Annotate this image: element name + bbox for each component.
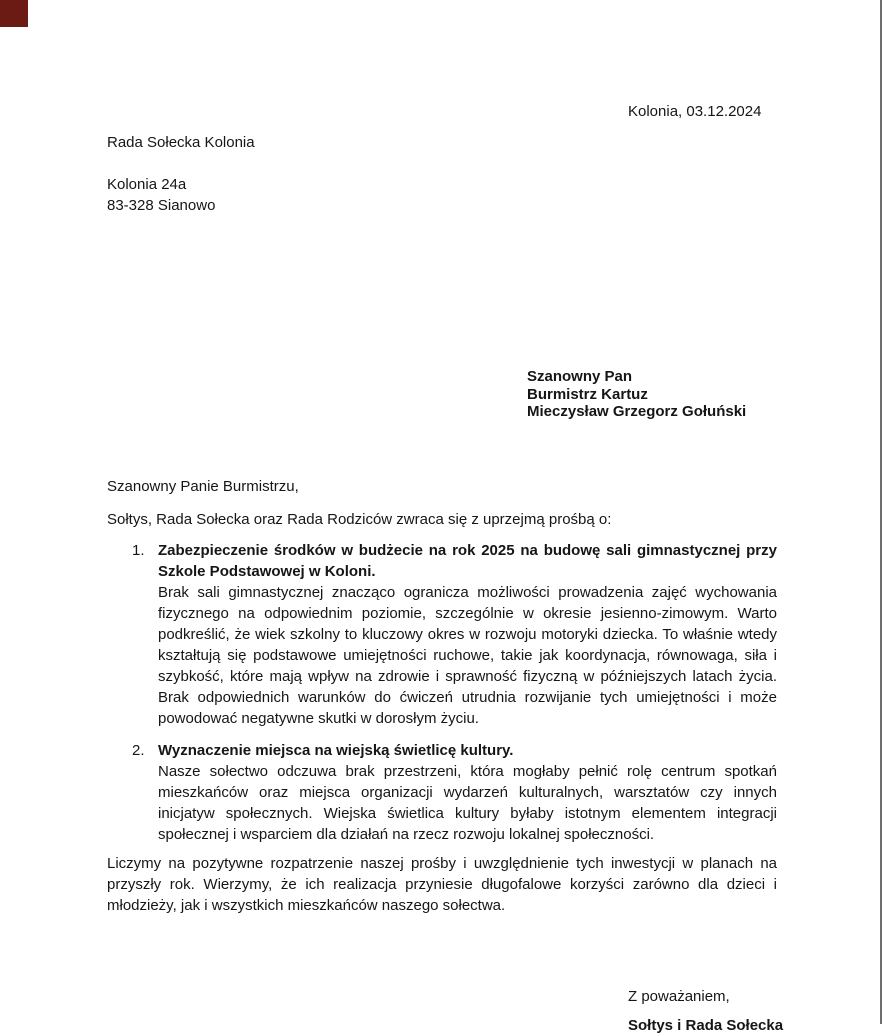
corner-marker (0, 0, 28, 27)
request-1-title: Zabezpieczenie środków w budżecie na rok 2025 na budowę sali gimnastycznej przy Szkole Podstawowej w Koloni. (158, 541, 777, 580)
page-edge-line (880, 0, 882, 1024)
request-2-title: Wyznaczenie miejsca na wiejską świetlicę kultury. (158, 741, 514, 759)
sender-name: Rada Sołecka Kolonia (107, 134, 255, 151)
request-1-number: 1. (132, 541, 145, 559)
sender-address-line1: Kolonia 24a (107, 176, 187, 193)
request-list (107, 540, 777, 845)
request-1-body: Brak sali gimnastycznej znacząco ogranicza możliwości prowadzenia zajęć wychowania fizycznego na odpowiednim poziomie, szczególnie w okresie jesienno-zimowym. Warto podkreślić, że wiek szkolny to kluczowy okres w rozwoju motoryki dziecka. To właśnie wtedy kształtują się podstawowe umiejętności ruchowe, takie jak koordynacja, równowaga, siła i szybkość, które mają wpływ na zdrowie i sprawność fizyczną w późniejszych latach życia. Brak odpowiednich warunków do ćwiczeń utrudnia rozwijanie tych umiejętności i może powodować negatywne skutki w dorosłym życiu. (158, 583, 777, 727)
request-item-2 (107, 740, 777, 845)
request-2-number: 2. (132, 741, 145, 759)
signoff-block (628, 986, 784, 1036)
letter-content (107, 0, 784, 1036)
sender-address-line2: 83-328 Sianowo (107, 197, 216, 214)
sender-block (107, 132, 777, 216)
date-line: Kolonia, 03.12.2024 (628, 103, 762, 120)
recipient-line3: Mieczysław Grzegorz Gołuński (527, 403, 747, 420)
request-2-text (158, 740, 777, 845)
request-2-body: Nasze sołectwo odczuwa brak przestrzeni, która mogłaby pełnić rolę centrum spotkań mieszkańców oraz miejsca organizacji wydarzeń kulturalnych, warsztatów czy innych inicjatyw społecznych. Wiejska świetlica kultury byłaby istotnym elementem integracji społecznej i wsparciem dla działań na rzecz rozwoju lokalnej społeczności. (158, 762, 777, 843)
sender-blank-line (107, 153, 777, 174)
signoff-line: Z poważaniem, (628, 987, 730, 1005)
closing-paragraph: Liczymy na pozytywne rozpatrzenie naszej prośby i uwzględnienie tych inwestycji w planach na przyszły rok. Wierzymy, że ich realizacja przyniesie długofalowe korzyści zarówno dla dzieci i młodzieży, jak i wszystkich mieszkańców naszego sołectwa. (107, 854, 777, 914)
recipient-line1: Szanowny Pan (527, 368, 633, 385)
request-item-1 (107, 540, 777, 729)
request-1-text (158, 540, 777, 729)
salutation: Szanowny Panie Burmistrzu, (107, 477, 299, 495)
recipient-line2: Burmistrz Kartuz (527, 385, 648, 403)
intro-paragraph: Sołtys, Rada Sołecka oraz Rada Rodziców zwraca się z uprzejmą prośbą o: (107, 510, 612, 528)
recipient-block (527, 368, 777, 421)
signature-line: Sołtys i Rada Sołecka (628, 1016, 784, 1034)
